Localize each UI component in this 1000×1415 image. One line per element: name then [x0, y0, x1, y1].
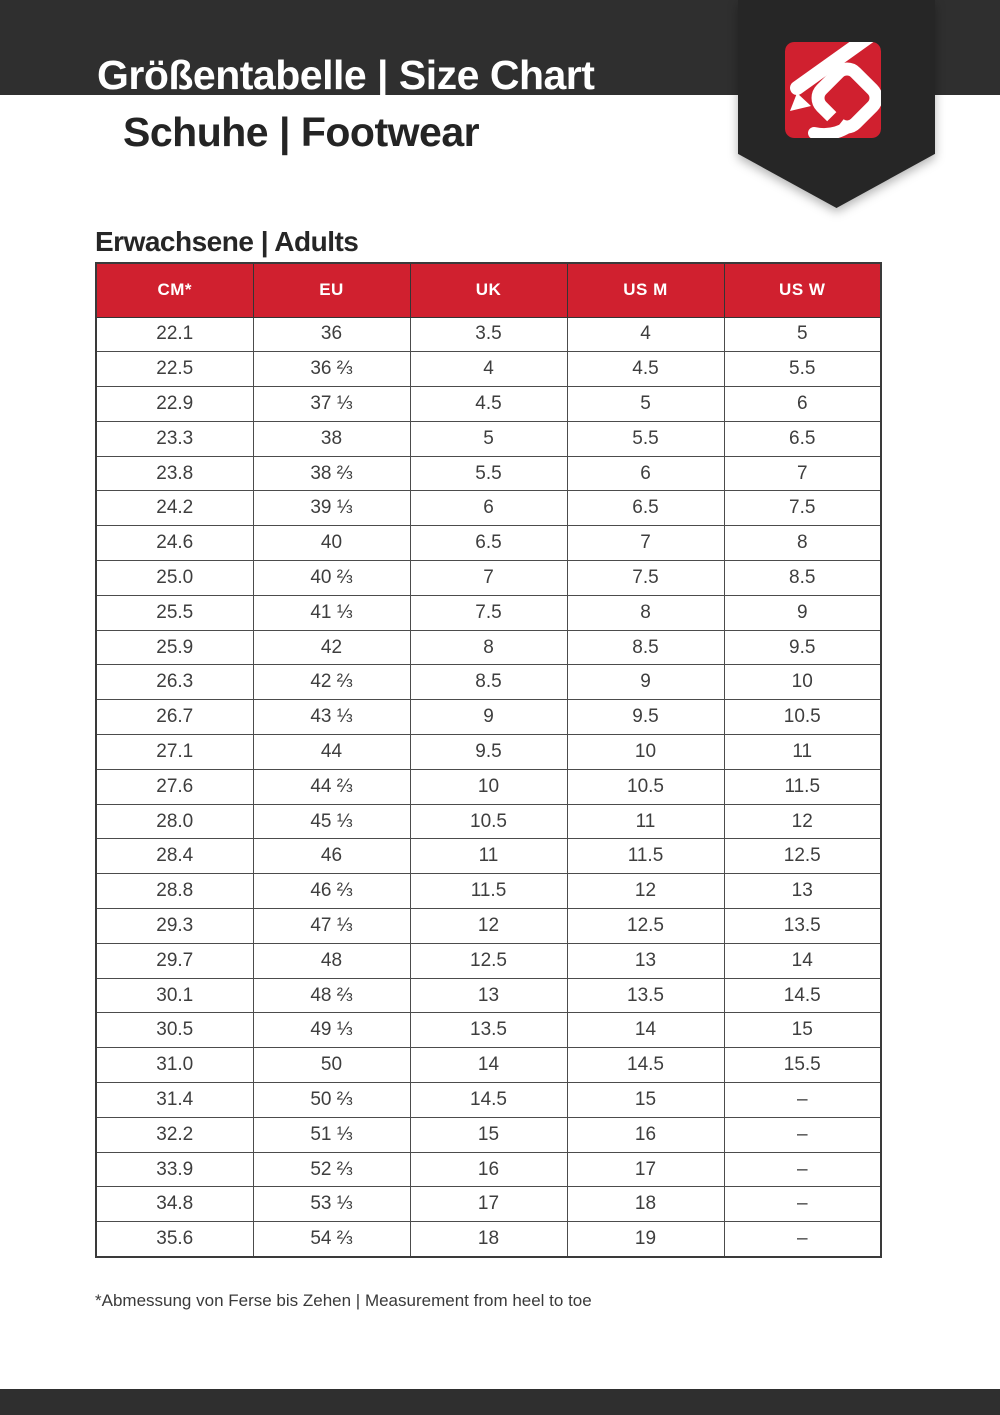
table-cell: 8.5	[724, 561, 881, 596]
table-cell: 10.5	[567, 769, 724, 804]
table-cell: 13.5	[567, 978, 724, 1013]
table-cell: –	[724, 1083, 881, 1118]
table-cell: 13.5	[724, 909, 881, 944]
table-row	[96, 804, 881, 839]
table-cell: 47 ⅓	[253, 909, 410, 944]
table-cell: 18	[410, 1222, 567, 1257]
table-cell: 12.5	[410, 943, 567, 978]
table-row	[96, 1187, 881, 1222]
table-header-row	[96, 263, 881, 317]
table-cell: 4.5	[410, 387, 567, 422]
table-cell: 14.5	[724, 978, 881, 1013]
table-row	[96, 735, 881, 770]
table-cell: 23.3	[96, 421, 253, 456]
table-cell: 36	[253, 317, 410, 352]
table-cell: 28.0	[96, 804, 253, 839]
table-cell: 15	[567, 1083, 724, 1118]
table-cell: 24.6	[96, 526, 253, 561]
table-cell: 7	[410, 561, 567, 596]
size-table	[95, 262, 882, 1258]
table-row	[96, 978, 881, 1013]
table-cell: 5.5	[724, 352, 881, 387]
table-cell: 53 ⅓	[253, 1187, 410, 1222]
brand-pennant	[738, 0, 935, 208]
table-cell: 31.4	[96, 1083, 253, 1118]
table-cell: 13	[724, 874, 881, 909]
table-cell: 18	[567, 1187, 724, 1222]
table-row	[96, 561, 881, 596]
table-cell: 44	[253, 735, 410, 770]
table-cell: 7.5	[724, 491, 881, 526]
table-cell: 32.2	[96, 1117, 253, 1152]
table-cell: 22.9	[96, 387, 253, 422]
table-cell: 25.0	[96, 561, 253, 596]
five-ten-logo-icon	[785, 42, 881, 138]
table-cell: 6.5	[410, 526, 567, 561]
table-cell: 22.1	[96, 317, 253, 352]
table-cell: 49 ⅓	[253, 1013, 410, 1048]
table-cell: 50 ⅔	[253, 1083, 410, 1118]
table-cell: 33.9	[96, 1152, 253, 1187]
table-cell: 7.5	[410, 595, 567, 630]
table-cell: 8.5	[410, 665, 567, 700]
table-row	[96, 909, 881, 944]
table-cell: 10	[410, 769, 567, 804]
column-header-cm: CM*	[96, 263, 253, 317]
table-row	[96, 491, 881, 526]
table-cell: 14.5	[410, 1083, 567, 1118]
table-cell: 43 ⅓	[253, 700, 410, 735]
table-cell: 7	[567, 526, 724, 561]
table-cell: 6	[724, 387, 881, 422]
table-cell: 26.7	[96, 700, 253, 735]
table-cell: 38	[253, 421, 410, 456]
table-cell: 6.5	[567, 491, 724, 526]
table-cell: 26.3	[96, 665, 253, 700]
table-cell: 37 ⅓	[253, 387, 410, 422]
table-cell: 29.7	[96, 943, 253, 978]
table-cell: 11.5	[410, 874, 567, 909]
table-cell: 14	[567, 1013, 724, 1048]
table-cell: 12.5	[724, 839, 881, 874]
table-cell: 16	[567, 1117, 724, 1152]
section-heading: Erwachsene | Adults	[95, 226, 359, 257]
table-cell: 44 ⅔	[253, 769, 410, 804]
table-cell: 50	[253, 1048, 410, 1083]
table-cell: 30.1	[96, 978, 253, 1013]
table-cell: 39 ⅓	[253, 491, 410, 526]
table-row	[96, 1083, 881, 1118]
table-cell: 15	[410, 1117, 567, 1152]
table-row	[96, 317, 881, 352]
table-cell: 41 ⅓	[253, 595, 410, 630]
table-cell: 11.5	[567, 839, 724, 874]
table-cell: 11	[410, 839, 567, 874]
table-cell: 42	[253, 630, 410, 665]
table-row	[96, 665, 881, 700]
table-cell: 38 ⅔	[253, 456, 410, 491]
table-cell: 12.5	[567, 909, 724, 944]
table-cell: 34.8	[96, 1187, 253, 1222]
column-header-us-w: US W	[724, 263, 881, 317]
table-row	[96, 1117, 881, 1152]
table-row	[96, 387, 881, 422]
table-cell: 9.5	[567, 700, 724, 735]
table-cell: 13.5	[410, 1013, 567, 1048]
table-cell: 22.5	[96, 352, 253, 387]
table-cell: 54 ⅔	[253, 1222, 410, 1257]
table-row	[96, 769, 881, 804]
table-row	[96, 839, 881, 874]
table-cell: 16	[410, 1152, 567, 1187]
table-cell: 4	[410, 352, 567, 387]
table-cell: 8	[410, 630, 567, 665]
table-cell: 9	[567, 665, 724, 700]
page-title: Größentabelle | Size Chart	[97, 52, 595, 98]
table-row	[96, 1152, 881, 1187]
table-cell: 23.8	[96, 456, 253, 491]
column-header-uk: UK	[410, 263, 567, 317]
table-cell: 9	[724, 595, 881, 630]
page-subtitle: Schuhe | Footwear	[123, 109, 480, 155]
table-cell: 36 ⅔	[253, 352, 410, 387]
table-cell: 24.2	[96, 491, 253, 526]
table-cell: 15.5	[724, 1048, 881, 1083]
table-cell: 27.6	[96, 769, 253, 804]
table-row	[96, 874, 881, 909]
table-cell: 12	[724, 804, 881, 839]
table-cell: 8	[724, 526, 881, 561]
table-cell: 12	[410, 909, 567, 944]
table-cell: 14	[724, 943, 881, 978]
table-row	[96, 1222, 881, 1257]
table-cell: 11	[567, 804, 724, 839]
table-cell: 17	[410, 1187, 567, 1222]
table-cell: 45 ⅓	[253, 804, 410, 839]
table-cell: 51 ⅓	[253, 1117, 410, 1152]
table-cell: 52 ⅔	[253, 1152, 410, 1187]
table-cell: 11	[724, 735, 881, 770]
table-cell: –	[724, 1117, 881, 1152]
table-cell: 12	[567, 874, 724, 909]
table-cell: 17	[567, 1152, 724, 1187]
table-cell: 7	[724, 456, 881, 491]
table-cell: –	[724, 1222, 881, 1257]
table-cell: 6	[410, 491, 567, 526]
table-cell: 30.5	[96, 1013, 253, 1048]
footnote: *Abmessung von Ferse bis Zehen | Measurement from heel to toe	[95, 1291, 592, 1310]
table-cell: 10.5	[410, 804, 567, 839]
table-cell: 27.1	[96, 735, 253, 770]
table-cell: 6	[567, 456, 724, 491]
table-row	[96, 595, 881, 630]
table-cell: 28.4	[96, 839, 253, 874]
table-row	[96, 456, 881, 491]
table-cell: 28.8	[96, 874, 253, 909]
table-cell: 14	[410, 1048, 567, 1083]
table-cell: 4.5	[567, 352, 724, 387]
table-cell: 29.3	[96, 909, 253, 944]
table-cell: 46 ⅔	[253, 874, 410, 909]
table-cell: 7.5	[567, 561, 724, 596]
table-cell: 35.6	[96, 1222, 253, 1257]
table-row	[96, 943, 881, 978]
table-cell: 11.5	[724, 769, 881, 804]
table-cell: –	[724, 1187, 881, 1222]
table-cell: 14.5	[567, 1048, 724, 1083]
table-row	[96, 1013, 881, 1048]
table-row	[96, 630, 881, 665]
table-cell: 5.5	[410, 456, 567, 491]
table-cell: 48 ⅔	[253, 978, 410, 1013]
table-cell: 42 ⅔	[253, 665, 410, 700]
table-cell: 40	[253, 526, 410, 561]
column-header-eu: EU	[253, 263, 410, 317]
table-cell: 9.5	[724, 630, 881, 665]
table-cell: 13	[567, 943, 724, 978]
table-cell: 40 ⅔	[253, 561, 410, 596]
table-cell: –	[724, 1152, 881, 1187]
table-header	[96, 263, 881, 317]
table-row	[96, 526, 881, 561]
table-cell: 15	[724, 1013, 881, 1048]
table-row	[96, 352, 881, 387]
footer-bar	[0, 1389, 1000, 1415]
table-cell: 5	[567, 387, 724, 422]
table-cell: 8	[567, 595, 724, 630]
table-cell: 48	[253, 943, 410, 978]
table-cell: 6.5	[724, 421, 881, 456]
table-cell: 5	[410, 421, 567, 456]
table-row	[96, 1048, 881, 1083]
table-cell: 9	[410, 700, 567, 735]
table-cell: 46	[253, 839, 410, 874]
table-cell: 31.0	[96, 1048, 253, 1083]
table-row	[96, 700, 881, 735]
table-cell: 10.5	[724, 700, 881, 735]
table-body	[96, 317, 881, 1257]
table-cell: 19	[567, 1222, 724, 1257]
table-row	[96, 421, 881, 456]
table-cell: 9.5	[410, 735, 567, 770]
table-cell: 3.5	[410, 317, 567, 352]
table-cell: 25.5	[96, 595, 253, 630]
table-cell: 8.5	[567, 630, 724, 665]
table-cell: 10	[567, 735, 724, 770]
table-cell: 5.5	[567, 421, 724, 456]
size-table-container	[95, 262, 882, 1258]
table-cell: 5	[724, 317, 881, 352]
table-cell: 25.9	[96, 630, 253, 665]
table-cell: 10	[724, 665, 881, 700]
column-header-us-m: US M	[567, 263, 724, 317]
table-cell: 13	[410, 978, 567, 1013]
table-cell: 4	[567, 317, 724, 352]
